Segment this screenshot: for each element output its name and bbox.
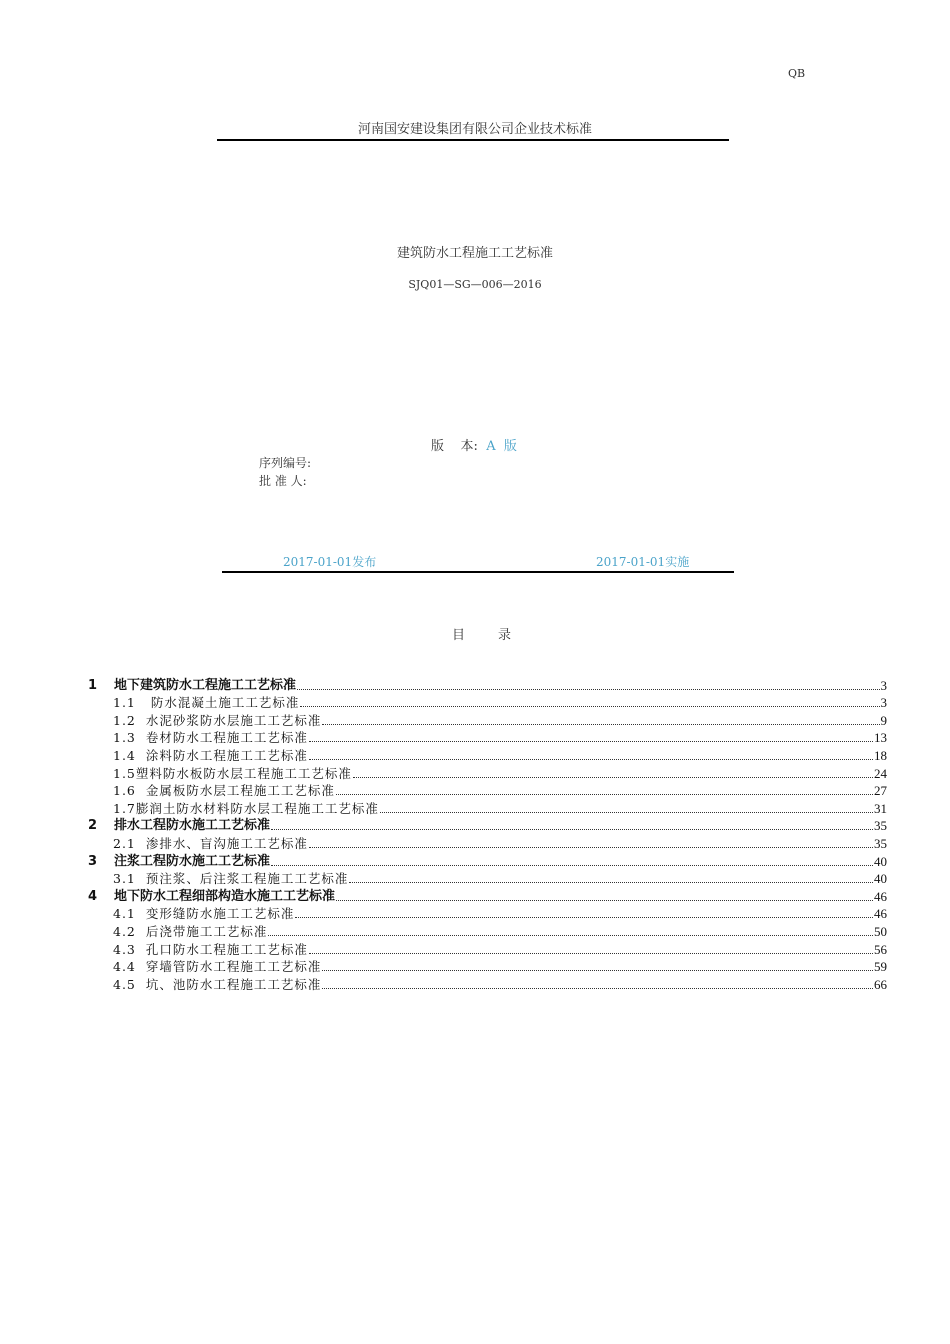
serial-number-label: 序列编号: bbox=[259, 456, 312, 470]
toc-entry[interactable] bbox=[88, 694, 887, 712]
toc-entry-number: 4.5 bbox=[113, 976, 146, 992]
toc-entry-page: 46 bbox=[874, 888, 887, 904]
toc-leader-dots bbox=[353, 776, 873, 778]
toc-leader-dots bbox=[322, 723, 879, 725]
toc-entry[interactable] bbox=[88, 905, 887, 923]
toc-entry-title: 孔口防水工程施工工艺标准 bbox=[145, 941, 308, 957]
toc-leader-dots bbox=[268, 934, 873, 936]
toc-entry[interactable] bbox=[88, 887, 887, 905]
approver-label: 批 准 人: bbox=[259, 474, 307, 488]
toc-entry-number: 1.4 bbox=[113, 747, 146, 763]
toc-leader-dots bbox=[380, 811, 873, 813]
toc-entry-page: 46 bbox=[874, 906, 887, 922]
toc-entry-page: 27 bbox=[874, 783, 887, 799]
toc-entry-title: 穿墙管防水工程施工工艺标准 bbox=[145, 959, 322, 975]
toc-leader-dots bbox=[322, 987, 873, 989]
toc-entry-number: 1.5 bbox=[113, 765, 136, 781]
toc-entry-page: 13 bbox=[874, 730, 887, 746]
toc-entry[interactable] bbox=[88, 852, 887, 870]
toc-entry-title: 渗排水、盲沟施工工艺标准 bbox=[145, 835, 308, 851]
toc-leader-dots bbox=[349, 881, 873, 883]
date-rule bbox=[222, 571, 734, 573]
toc-entry-title: 膨润土防水材料防水层工程施工工艺标准 bbox=[135, 800, 379, 816]
toc-entry-title: 后浇带施工工艺标准 bbox=[145, 923, 268, 939]
document-code: SJQ01—SG—006—2016 bbox=[408, 278, 542, 291]
toc-entry-number: 4 bbox=[88, 888, 98, 904]
toc-entry-page: 31 bbox=[874, 800, 887, 816]
toc-entry-page: 24 bbox=[874, 765, 887, 781]
toc-entry[interactable] bbox=[88, 940, 887, 958]
toc-entry-title: 防水混凝土施工工艺标准 bbox=[150, 695, 300, 711]
toc-entry-page: 3 bbox=[880, 677, 887, 693]
toc-leader-dots bbox=[300, 705, 879, 707]
standard-type-label: QB bbox=[788, 67, 806, 80]
toc-entry[interactable] bbox=[88, 764, 887, 782]
toc-entry-page: 56 bbox=[874, 941, 887, 957]
toc-entry-number: 2 bbox=[88, 818, 98, 834]
toc-leader-dots bbox=[295, 916, 873, 918]
effective-date: 2017-01-01实施 bbox=[596, 555, 690, 569]
toc-leader-dots bbox=[309, 758, 873, 760]
toc-entry[interactable] bbox=[88, 922, 887, 940]
toc-entry[interactable] bbox=[88, 676, 887, 694]
toc-entry-number: 4.4 bbox=[113, 959, 146, 975]
toc-leader-dots bbox=[309, 952, 873, 954]
toc-leader-dots bbox=[322, 969, 873, 971]
publish-date: 2017-01-01发布 bbox=[283, 555, 377, 569]
toc-entry[interactable] bbox=[88, 834, 887, 852]
toc-entry-number: 1.7 bbox=[113, 800, 136, 816]
toc-entry-page: 66 bbox=[874, 976, 887, 992]
toc-entry[interactable] bbox=[88, 958, 887, 976]
toc-entry-title: 塑料防水板防水层工程施工工艺标准 bbox=[135, 765, 352, 781]
toc-entry-page: 50 bbox=[874, 923, 887, 939]
toc-leader-dots bbox=[297, 688, 879, 690]
toc-entry-number: 1.3 bbox=[113, 730, 146, 746]
toc-entry-title: 水泥砂浆防水层施工工艺标准 bbox=[145, 712, 322, 728]
toc-entry-number: 3.1 bbox=[113, 871, 146, 887]
toc-entry-page: 35 bbox=[874, 835, 887, 851]
version-line bbox=[431, 435, 517, 454]
company-standard-title: 河南国安建设集团有限公司企业技术标准 bbox=[357, 122, 592, 137]
toc-entry[interactable] bbox=[88, 782, 887, 800]
toc-entry-title: 排水工程防水施工工艺标准 bbox=[114, 818, 271, 834]
toc-entry-number: 3 bbox=[88, 853, 98, 869]
toc-entry-title: 地下建筑防水工程施工工艺标准 bbox=[114, 677, 297, 693]
toc-entry[interactable] bbox=[88, 817, 887, 835]
toc-entry-page: 40 bbox=[874, 871, 887, 887]
toc-entry-title: 变形缝防水施工工艺标准 bbox=[145, 906, 295, 922]
toc-entry-number: 1 bbox=[88, 677, 98, 693]
toc-entry-number: 4.3 bbox=[113, 941, 146, 957]
toc-entry-page: 40 bbox=[874, 853, 887, 869]
toc-entry[interactable] bbox=[88, 870, 887, 888]
toc-entry[interactable] bbox=[88, 746, 887, 764]
table-of-contents bbox=[88, 676, 887, 993]
header-rule bbox=[217, 139, 729, 141]
toc-entry-number: 1.6 bbox=[113, 783, 146, 799]
toc-entry[interactable] bbox=[88, 711, 887, 729]
toc-entry-number: 4.2 bbox=[113, 923, 146, 939]
toc-entry-title: 金属板防水层工程施工工艺标准 bbox=[145, 783, 335, 799]
toc-entry-title: 预注浆、后注浆工程施工工艺标准 bbox=[145, 871, 349, 887]
toc-entry-title: 地下防水工程细部构造水施工工艺标准 bbox=[114, 888, 336, 904]
toc-entry-page: 18 bbox=[874, 747, 887, 763]
toc-entry-page: 35 bbox=[874, 818, 887, 834]
toc-entry[interactable] bbox=[88, 799, 887, 817]
toc-entry-number: 4.1 bbox=[113, 906, 146, 922]
toc-entry-title: 坑、池防水工程施工工艺标准 bbox=[145, 976, 322, 992]
toc-leader-dots bbox=[309, 846, 873, 848]
toc-entry-page: 9 bbox=[880, 712, 887, 728]
toc-entry[interactable] bbox=[88, 729, 887, 747]
toc-entry-title: 涂料防水工程施工工艺标准 bbox=[145, 747, 308, 763]
toc-entry-number: 2.1 bbox=[113, 835, 146, 851]
toc-entry-title: 卷材防水工程施工工艺标准 bbox=[145, 730, 308, 746]
version-label: 版 本: bbox=[431, 439, 478, 454]
toc-entry-number: 1.2 bbox=[113, 712, 146, 728]
toc-title: 目 录 bbox=[452, 628, 512, 643]
toc-entry-title: 注浆工程防水施工工艺标准 bbox=[114, 853, 271, 869]
toc-leader-dots bbox=[271, 828, 873, 830]
document-title: 建筑防水工程施工工艺标准 bbox=[396, 246, 553, 261]
toc-entry-number: 1.1 bbox=[113, 695, 151, 711]
toc-leader-dots bbox=[336, 899, 873, 901]
toc-leader-dots bbox=[309, 740, 873, 742]
toc-entry[interactable] bbox=[88, 975, 887, 993]
version-value: A 版 bbox=[486, 439, 517, 454]
toc-entry-page: 59 bbox=[874, 959, 887, 975]
toc-entry-page: 3 bbox=[880, 695, 887, 711]
toc-leader-dots bbox=[336, 793, 873, 795]
toc-leader-dots bbox=[271, 864, 873, 866]
